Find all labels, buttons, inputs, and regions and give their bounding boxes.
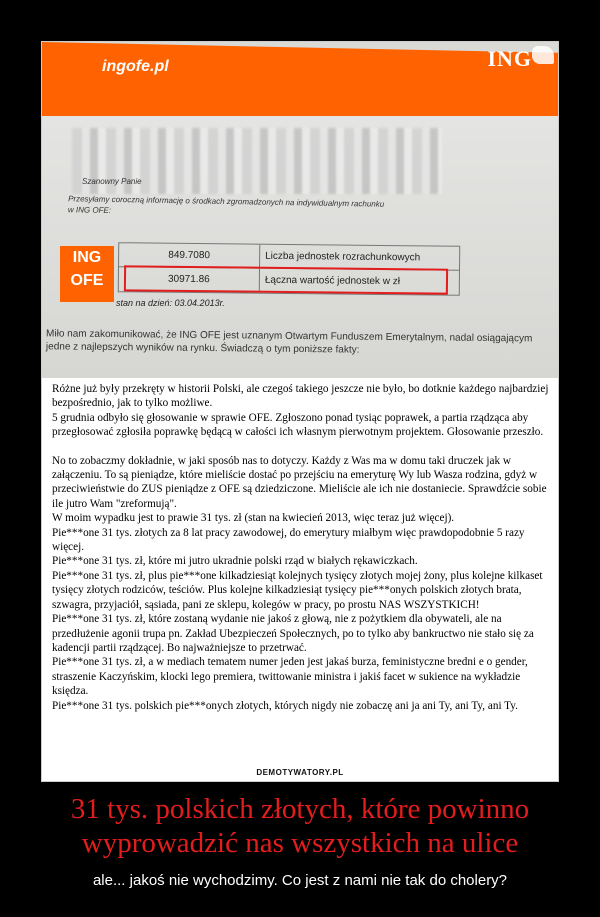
intro-text: Przesyłamy coroczną informację o środkach zgromadzonych na indywidualnym rachunku w ING OFE: xyxy=(67,194,385,215)
promo-text: Miło nam zakomunikować, że ING OFE jest uznanym Otwartym Funduszem Emerytalnym, nadal osiągającym jedne z najlepszych wyników na rynku. Świadczą o tym poniższe fakty: xyxy=(45,328,533,356)
paragraph: Różne już były przekręty w historii Polski, ale czegoś takiego jeszcze nie było, bo dotknie każdego najbardziej bezpośrednio, jak to tylko możliwe. 5 grudnia odbyło się głosowanie w sprawie OFE. Zgłoszono ponad tysiąc poprawek, a partia rządząca aby przegłosować zgłosiła poprawkę będącą w całości ich własnym pierwotnym projektem. Głosowanie przeszło. xyxy=(52,383,549,439)
units-value: 30971.86 xyxy=(119,267,260,291)
badge-line-2: OFE xyxy=(70,272,104,289)
date-line: stan na dzień: 03.04.2013r. xyxy=(116,298,225,308)
caption-subtitle: ale... jakoś nie wychodzimy. Co jest z nami nie tak do cholery? xyxy=(92,872,508,889)
caption-title: 31 tys. polskich złotych, które powinno wyprowadzić nas wszystkich na ulice xyxy=(70,793,530,859)
paragraph: No to zobaczmy dokładnie, w jaki sposób nas to dotyczy. Każdy z Was ma w domu taki druczek jak w załączeniu. To są pieniądze, które mieliście dostać po przejściu na emeryturę Wy lub Wasza rodzina, gdyż w przeciwieństwie do ZUS pieniądze z OFE są dziedziczone. Mieliście ale ich nie dostaniecie. Sprawdźcie sobie ile jutro Wam "zreformują". W moim wypadku jest to prawie 31 tys. zł (stan na kwiecień 2013, więc teraz już więcej). Pie***one 31 tys. złotych za 8 lat pracy zawodowej, do emerytury miałbym więc prawdopodobnie 5 razy więcej. Pie***one 31 tys. zł, które mi jutro ukradnie polski rząd w białych rękawiczkach. Pie***one 31 tys. zł, plus pie***one kilkadziesiąt kolejnych tysięcy złotych mojej żony, plus kolejne kilkaset tysięcy złotych rodziców, teściów. Plus kolejne kilkadziesiąt tysięcy pie***onych polskich złotych brata, szwagra, przyjaciół, sąsiada, pani ze sklepu, kolegów w pracy, po prostu NAS WSZYSTKICH! Pie***one 31 tys. zł, które zostaną wydanie nie jakoś z głową, nie z pożytkiem dla obywateli, ale na przedłużenie agonii trupa pn. Zakład Ubezpieczeń Społecznych, po to tylko aby bankructwo nie stało się za kadencji partii rządzącej. Bo najważniejsze to przetrwać. Pie***one 31 tys. zł, a w mediach tematem numer jeden jest jakaś burza, feministyczne bredni e o gender, straszenie Kaczyńskim, klocki lego premiera, twittowanie ministra i jakiś facet w sukience na wykładzie księdza. Pie***one 31 tys. polskich pie***onych złotych, których nigdy nie zobaczę ani ja ani Ty, ani Ty, ani Ty. xyxy=(52,454,547,712)
salutation: Szanowny Panie xyxy=(82,177,142,186)
post-body xyxy=(52,382,552,713)
ing-url: ingofe.pl xyxy=(102,58,169,75)
units-count: 849.7080 xyxy=(119,243,260,267)
red-highlight-box xyxy=(124,265,448,294)
letter-photo xyxy=(42,42,558,378)
badge-line-1: ING xyxy=(72,249,102,266)
lion-logo-icon xyxy=(532,46,554,64)
site-watermark: DEMOTYWATORY.PL xyxy=(256,768,344,777)
units-value-label: Łączna wartość jednostek w zł xyxy=(264,274,401,288)
ing-header-band xyxy=(42,42,558,127)
ing-ofe-badge xyxy=(60,246,114,302)
demotivator-frame xyxy=(41,41,559,782)
letter-paper xyxy=(42,116,558,378)
units-count-label: Liczba jednostek rozrachunkowych xyxy=(265,250,421,264)
ing-logo-text: ING xyxy=(487,46,532,71)
